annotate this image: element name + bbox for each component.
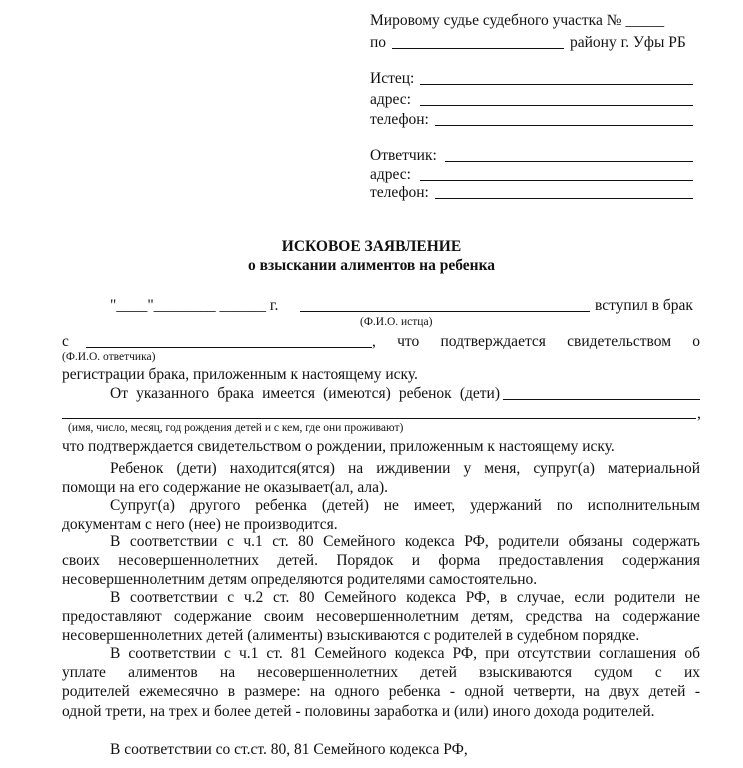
defendant-address-blank[interactable] (420, 180, 693, 181)
defendant-phone-blank[interactable] (435, 198, 693, 199)
children-blank-1[interactable] (503, 399, 700, 400)
district-blank[interactable] (392, 48, 564, 49)
plaintiff-address-blank[interactable] (420, 105, 693, 106)
paragraph-line: родителей ежемесячно в размере: на одного ребенка - одной четверти, на двух детей - (62, 683, 700, 701)
paragraph-line: документам с него (нее) не производится. (62, 516, 338, 534)
children-intro: От указанного брака имеется (имеются) ребенок (дети) (110, 385, 500, 402)
children-blank-2[interactable] (62, 418, 696, 419)
paragraph-line: Супруг(а) другого ребенка (детей) не имеет, удержаний по исполнительным (110, 497, 700, 514)
paragraph-line: предоставляют содержание своим несовершеннолетним детям, средства на содержание (62, 608, 700, 626)
with-label: с (62, 333, 69, 350)
paragraph-line: В соответствии с ч.1 ст. 80 Семейного кодекса РФ, родители обязаны содержать (110, 533, 700, 550)
defendant-fio-caption: (Ф.И.О. ответчика) (62, 351, 156, 363)
paragraph-line: своих несовершеннолетних детей. Порядок и форма предоставления содержания (62, 552, 700, 570)
plaintiff-fio-blank[interactable] (300, 311, 590, 312)
district-prefix: по (370, 34, 387, 51)
plaintiff-label: Истец: (370, 70, 415, 87)
defendant-name-blank[interactable] (445, 161, 693, 162)
plaintiff-address-label: адрес: (370, 91, 411, 108)
document-title: ИСКОВОЕ ЗАЯВЛЕНИЕ (281, 238, 462, 255)
certificate-text: , что подтверждается свидетельством о (372, 333, 700, 350)
defendant-phone-label: телефон: (370, 184, 429, 201)
paragraph-line: одной трети, на трех и более детей - половины заработка и (или) иного дохода родителей. (62, 702, 655, 720)
closing-line: В соответствии со ст.ст. 80, 81 Семейного кодекса РФ, (110, 741, 468, 758)
document-subtitle: о взыскании алиментов на ребенка (247, 257, 496, 274)
paragraph-line: несовершеннолетним детям определяются родителями самостоятельно. (62, 571, 538, 589)
married-text: вступил в брак (595, 297, 693, 314)
plaintiff-phone-blank[interactable] (435, 125, 693, 126)
children-caption: (имя, число, месяц, год рождения детей и с кем, где они проживают) (68, 422, 404, 434)
defendant-fio-blank[interactable] (86, 347, 372, 348)
plaintiff-fio-caption: (Ф.И.О. истца) (360, 316, 433, 328)
paragraph-line: В соответствии с ч.2 ст. 80 Семейного кодекса РФ, в случае, если родители не (110, 589, 700, 606)
court-addressee: Мировому судье судебного участка № _____ (370, 12, 665, 29)
marriage-date: "____"________ ______ г. (110, 297, 279, 314)
district-suffix: району г. Уфы РБ (570, 34, 686, 51)
paragraph-line: несовершеннолетних детей (алименты) взыскиваются с родителей в судебном порядке. (62, 627, 640, 645)
marriage-registration: регистрации брака, приложенным к настоящему иску. (62, 366, 418, 383)
plaintiff-name-blank[interactable] (420, 84, 693, 85)
paragraph-line: В соответствии с ч.1 ст. 81 Семейного кодекса РФ, при отсутствии соглашения об (110, 645, 700, 662)
paragraph-line: Ребенок (дети) находится(ятся) на иждивении у меня, супруг(а) материальной (110, 460, 700, 477)
children-comma: , (697, 405, 701, 422)
defendant-label: Ответчик: (370, 147, 437, 164)
paragraph-line: помощи на его содержание не оказывает(ал, ала). (62, 479, 389, 497)
paragraph-line: уплате алиментов на несовершеннолетних детей взыскиваются судом с их (62, 664, 700, 682)
children-certificate: что подтверждается свидетельством о рождении, приложенным к настоящему иску. (62, 438, 615, 455)
plaintiff-phone-label: телефон: (370, 111, 429, 128)
defendant-address-label: адрес: (370, 166, 411, 183)
